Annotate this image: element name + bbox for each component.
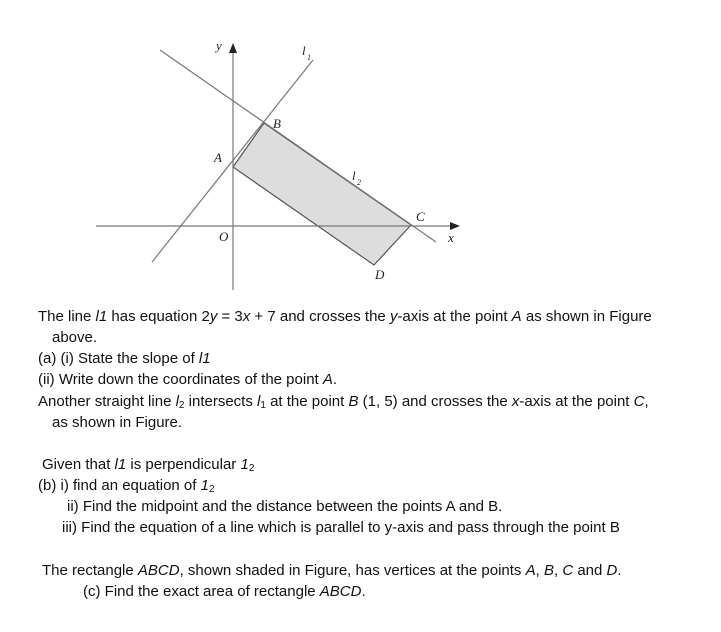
line-l2-intro-1	[38, 393, 649, 411]
rectangle-intro	[42, 562, 622, 580]
geometry-figure	[0, 0, 721, 300]
question-a-i	[38, 350, 211, 368]
x-axis-label: x	[448, 230, 454, 245]
math-y: y	[209, 308, 218, 325]
x-axis-arrow	[450, 222, 460, 230]
text-fragment: + 7 and crosses the	[250, 308, 390, 325]
text-fragment: The rectangle	[42, 562, 138, 579]
text-fragment: above.	[52, 329, 98, 346]
text-fragment: and	[573, 562, 607, 579]
question-b-i	[38, 477, 215, 495]
math-subscript: 2	[178, 400, 185, 411]
math-d: D	[606, 562, 618, 579]
math-l: l	[257, 393, 261, 410]
point-a-label: A	[214, 150, 222, 165]
text-fragment: Another straight line	[38, 393, 176, 410]
text-fragment: ii) Find the midpoint and the distance between the points A and B.	[67, 498, 503, 515]
question-b-ii	[67, 498, 502, 516]
text-fragment: .	[617, 562, 622, 579]
line-l2-subscript: 2	[357, 178, 361, 187]
point-c-label: C	[416, 209, 425, 224]
intro-line-1	[38, 308, 652, 326]
text-fragment: = 3	[217, 308, 243, 325]
text-fragment: ,	[553, 562, 563, 579]
text-fragment: (ii) Write down the coordinates of the point	[38, 371, 323, 388]
text-fragment: as shown in Figure.	[52, 414, 183, 431]
math-l1: l1	[114, 456, 127, 473]
math-l1: l1	[198, 350, 211, 367]
math-a: A	[511, 308, 522, 325]
text-fragment: (c) Find the exact area of rectangle	[83, 583, 320, 600]
point-d-label: D	[375, 267, 385, 282]
text-fragment: -axis at the point	[519, 393, 634, 410]
math-abcd: ABCD	[319, 583, 362, 600]
rectangle-abcd	[233, 123, 411, 265]
intro-line-2	[52, 329, 97, 347]
math-1: 1	[200, 477, 209, 494]
y-axis-label: y	[216, 38, 222, 53]
math-a: A	[525, 562, 536, 579]
text-fragment: ,	[535, 562, 544, 579]
given-perpendicular	[42, 456, 254, 474]
point-b-label: B	[273, 116, 281, 131]
text-fragment: intersects	[184, 393, 258, 410]
math-1: 1	[240, 456, 249, 473]
line-l2-label: l	[352, 168, 356, 183]
text-fragment: .	[332, 371, 338, 388]
text-fragment: as shown in Figure	[521, 308, 652, 325]
math-subscript: 1	[260, 400, 266, 411]
origin-label: O	[219, 229, 229, 244]
text-fragment: iii) Find the equation of a line which is parallel to y-axis and pass through the point B	[62, 519, 620, 536]
text-fragment: The line	[38, 308, 96, 325]
math-c: C	[562, 562, 574, 579]
math-y: y	[389, 308, 398, 325]
math-a: A	[322, 371, 333, 388]
text-fragment: (1, 5) and crosses the	[358, 393, 512, 410]
text-fragment: ,	[644, 393, 649, 410]
text-fragment: at the point	[265, 393, 349, 410]
math-x: x	[511, 393, 520, 410]
math-c: C	[633, 393, 645, 410]
math-b: B	[543, 562, 554, 579]
text-fragment: -axis at the point	[397, 308, 512, 325]
text-fragment: , shown shaded in Figure, has vertices at the points	[179, 562, 526, 579]
line-l1-subscript: 1	[307, 53, 311, 62]
text-fragment: .	[361, 583, 366, 600]
math-subscript: 2	[248, 463, 255, 474]
text-fragment: (a) (i) State the slope of	[38, 350, 199, 367]
question-c	[83, 583, 366, 601]
text-fragment: has equation 2	[107, 308, 210, 325]
math-subscript: 2	[208, 484, 215, 495]
math-b: B	[348, 393, 359, 410]
question-a-ii	[38, 371, 337, 389]
y-axis-arrow	[229, 43, 237, 53]
text-fragment: Given that	[42, 456, 115, 473]
question-b-iii	[62, 519, 620, 537]
text-fragment: is perpendicular	[126, 456, 241, 473]
math-abcd: ABCD	[137, 562, 180, 579]
line-l2-intro-2	[52, 414, 182, 432]
math-l: l	[175, 393, 179, 410]
text-fragment: (b) i) find an equation of	[38, 477, 201, 494]
line-l1-label: l	[302, 43, 306, 58]
math-x: x	[242, 308, 251, 325]
math-l1: l1	[95, 308, 108, 325]
